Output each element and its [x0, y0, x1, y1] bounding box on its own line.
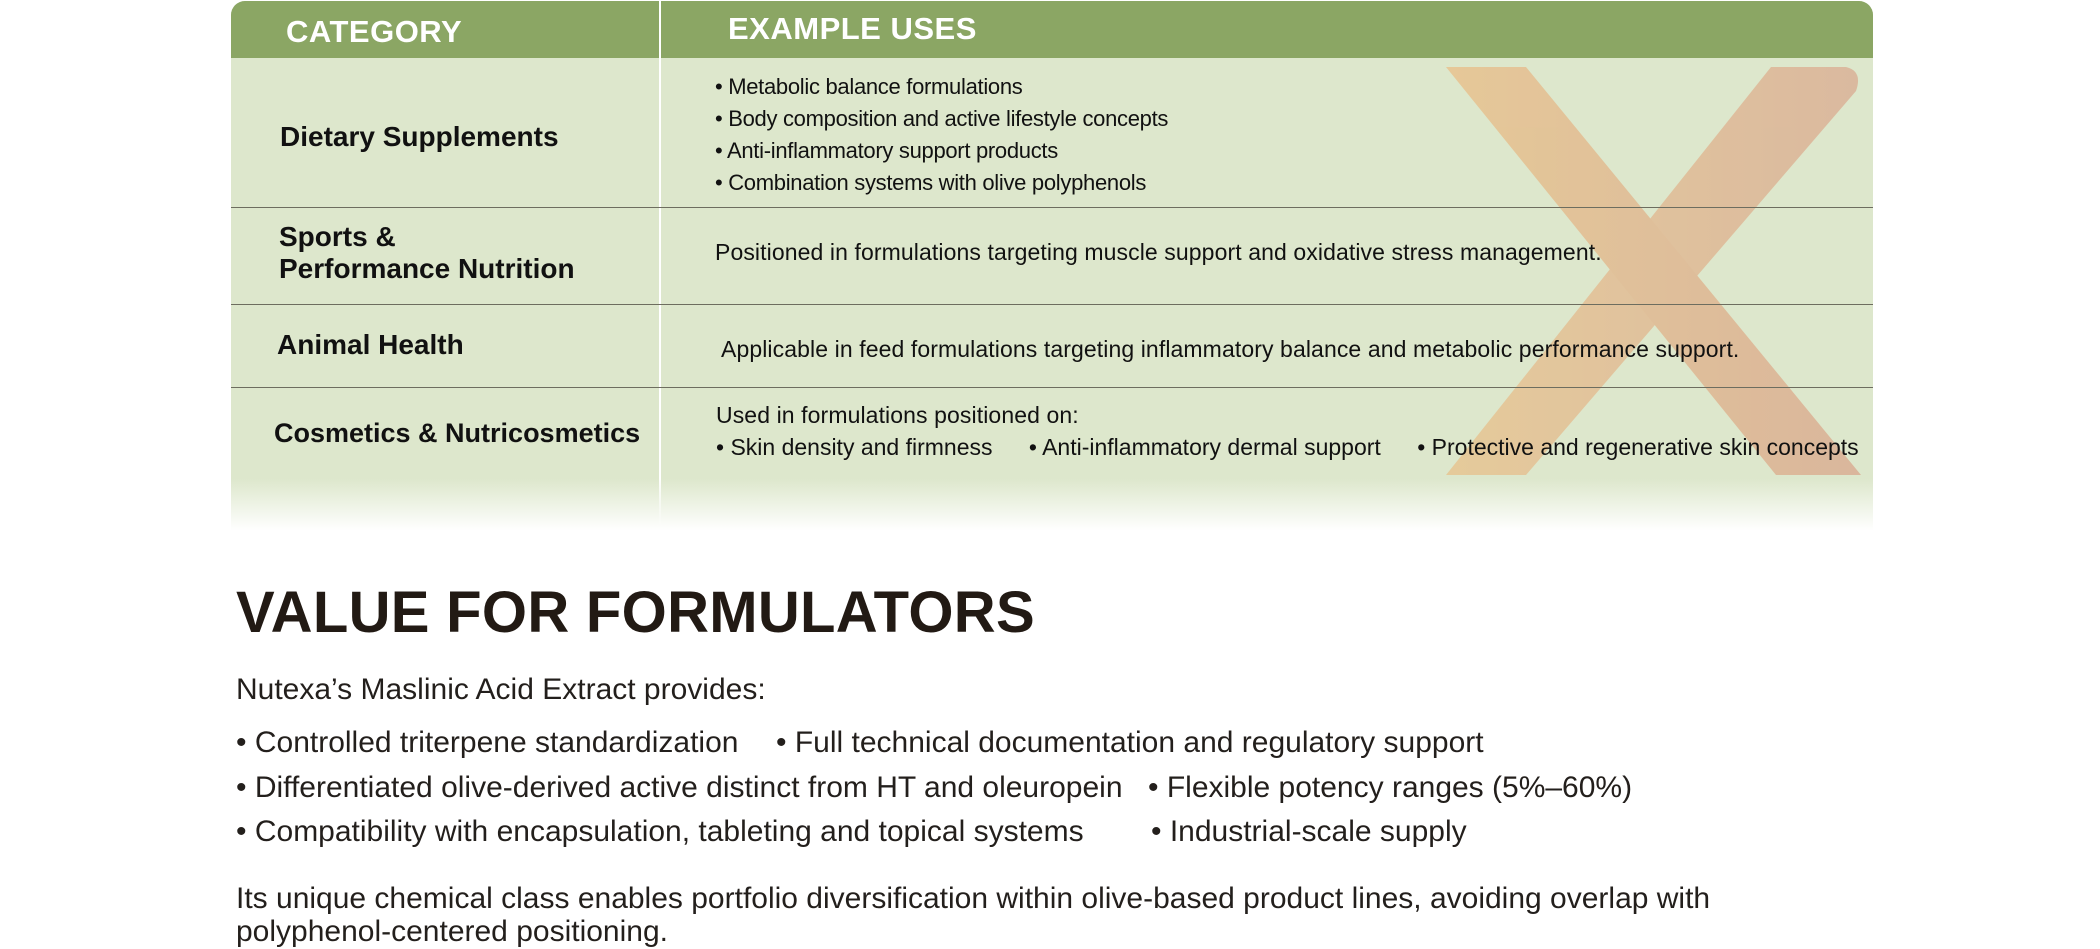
list-item: • Metabolic balance formulations — [715, 74, 1023, 99]
category-dietary-supplements: Dietary Supplements — [280, 121, 559, 152]
list-item: • Differentiated olive-derived active distinct from HT and oleuropein — [236, 771, 1123, 804]
list-item: • Flexible potency ranges (5%–60%) — [1148, 771, 1633, 804]
category-sports-performance: Sports & Performance Nutrition — [279, 221, 575, 284]
applications-table — [231, 1, 1873, 531]
list-item: • Industrial-scale supply — [1151, 815, 1467, 848]
list-item: • Full technical documentation and regulatory support — [776, 726, 1484, 759]
closing-paragraph: Its unique chemical class enables portfolio diversification within olive-based product lines, avoiding overlap with polyphenol-centered positioning. — [236, 882, 1711, 948]
list-item: • Protective and regenerative skin concepts — [1417, 434, 1859, 460]
header-example-uses: EXAMPLE USES — [728, 11, 977, 46]
table-header — [231, 1, 1873, 58]
section-title: VALUE FOR FORMULATORS — [236, 580, 1035, 645]
list-item: • Body composition and active lifestyle concepts — [715, 106, 1169, 131]
uses-dietary-supplements — [715, 71, 1857, 199]
list-item: • Compatibility with encapsulation, tableting and topical systems — [236, 815, 1084, 848]
row-divider — [231, 304, 1873, 305]
section-intro: Nutexa’s Maslinic Acid Extract provides: — [236, 673, 766, 706]
uses-sports-performance: Positioned in formulations targeting muscle support and oxidative stress management. — [715, 239, 1602, 265]
list-item: • Anti-inflammatory dermal support — [1028, 434, 1381, 460]
row-divider — [231, 207, 1873, 208]
list-item: • Anti-inflammatory support products — [715, 138, 1058, 163]
header-category: CATEGORY — [286, 14, 463, 49]
uses-animal-health: Applicable in feed formulations targeting inflammatory balance and metabolic performance support. — [721, 336, 1740, 362]
uses-cosmetics — [716, 399, 1857, 463]
list-item: • Skin density and firmness — [716, 434, 993, 460]
category-cosmetics: Cosmetics & Nutricosmetics — [274, 418, 641, 448]
list-item: • Controlled triterpene standardization — [236, 726, 739, 759]
category-animal-health: Animal Health — [277, 329, 464, 360]
uses-intro: Used in formulations positioned on: — [716, 402, 1079, 428]
row-divider — [231, 387, 1873, 388]
list-item: • Combination systems with olive polyphenols — [715, 170, 1147, 195]
